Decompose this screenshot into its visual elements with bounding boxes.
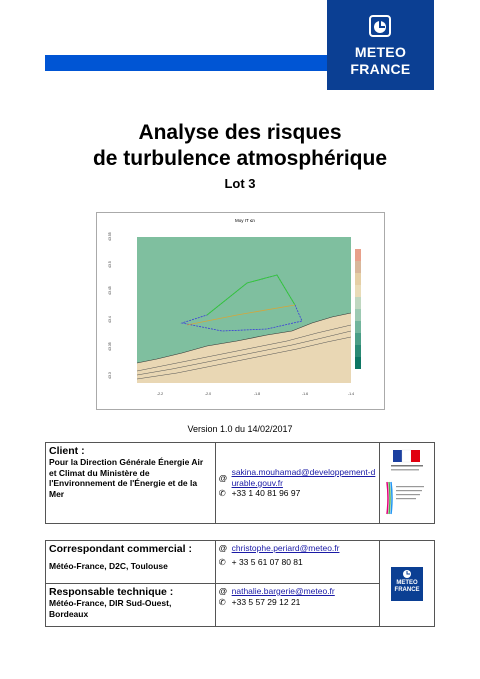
svg-text:-1.4: -1.4 [347,392,355,396]
x-axis-ticks [157,392,354,396]
meteo-logo-cell [380,541,435,627]
contacts-table [45,540,435,627]
svg-text:-1.8: -1.8 [253,392,261,396]
svg-text:43.4: 43.4 [108,316,112,323]
client-logo-cell [379,443,434,524]
meteo-france-emblem-icon [402,569,412,579]
technical-email-row [219,586,376,597]
small-logo-line1: METEO [396,579,418,586]
technical-email-link[interactable]: nathalie.bargerie@meteo.fr [231,586,335,596]
svg-text:43.45: 43.45 [108,286,112,295]
client-contact-cell [215,443,379,524]
svg-text:43.5: 43.5 [108,261,112,268]
svg-text:43.55: 43.55 [108,232,112,241]
commercial-label: Correspondant commercial : [49,543,192,555]
version-text: Version 1.0 du 14/02/2017 [187,424,293,434]
logo-text-line2: FRANCE [350,61,411,77]
phone-icon: ✆ [218,556,226,567]
small-logo-line2: FRANCE [394,586,420,593]
client-detail: Pour la Direction Générale Énergie Air et Climat du Ministère de l'Environnement de l'Énergie et de la Mer [49,457,204,499]
client-label-cell [46,443,216,524]
client-table [45,442,435,524]
email-icon: @ [218,473,228,484]
meteo-france-small-logo [391,567,423,601]
logo-text-line1: METEO [354,44,407,60]
y-axis-ticks [108,232,112,379]
lot-label: Lot 3 [224,176,256,191]
email-icon: @ [218,543,228,553]
title-line2: de turbulence atmosphérique [92,147,388,170]
svg-text:43.35: 43.35 [108,342,112,351]
ministry-logo [383,448,431,518]
commercial-phone: + 33 5 61 07 80 81 [231,556,303,567]
svg-text:43.3: 43.3 [108,372,112,379]
technical-contact-cell [215,584,379,627]
phone-icon: ✆ [218,488,226,499]
svg-text:-1.6: -1.6 [301,392,309,396]
technical-label: Responsable technique : [49,586,174,598]
email-icon: @ [218,586,228,596]
commercial-contact-cell [215,541,379,584]
turbulence-map [97,213,384,409]
technical-phone-row [219,597,376,608]
color-scale [355,249,361,369]
technical-phone: +33 5 57 29 12 21 [231,596,301,607]
client-email-link[interactable]: sakina.mouhamad@developpement-durable.gouv.fr [231,467,376,488]
meteo-france-logo [327,0,434,90]
republique-francaise-icon [383,448,431,518]
meteo-france-emblem-icon [368,14,392,38]
plot-title: Moy IT ≤n [235,218,255,223]
svg-text:-2.0: -2.0 [204,392,212,396]
client-email-row [219,467,376,488]
commercial-email-row [219,543,376,554]
svg-text:-2.2: -2.2 [156,392,164,396]
commercial-phone-row [219,557,376,568]
technical-label-cell [46,584,216,627]
title-line1: Analyse des risques [138,121,342,144]
turbulence-map-figure [96,212,385,410]
technical-detail: Météo-France, DIR Sud-Ouest, Bordeaux [49,598,172,619]
client-label: Client : [49,445,85,457]
phone-icon: ✆ [218,596,226,607]
commercial-label-cell [46,541,216,584]
commercial-detail: Météo-France, D2C, Toulouse [49,561,168,571]
client-phone: +33 1 40 81 96 97 [231,488,301,499]
commercial-email-link[interactable]: christophe.periard@meteo.fr [231,543,340,553]
client-phone-row [219,488,376,499]
document-title [0,120,480,172]
